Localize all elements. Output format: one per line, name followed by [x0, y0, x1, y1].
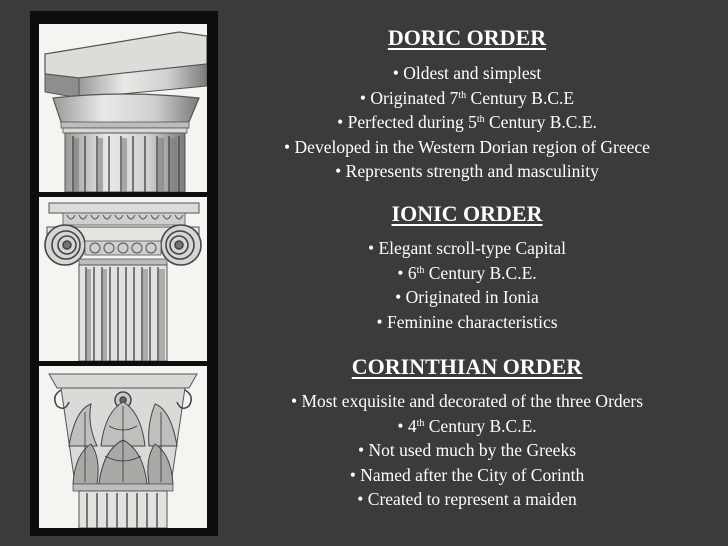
bullet-text: • 4	[397, 415, 417, 436]
doric-heading: DORIC ORDER	[387, 25, 547, 50]
bullet-item	[240, 463, 694, 488]
bullet-text: • Feminine characteristics	[376, 311, 558, 332]
bullet-item	[240, 159, 694, 184]
ionic-heading: IONIC ORDER	[391, 201, 543, 226]
bullet-item	[240, 86, 694, 111]
ordinal-suffix: th	[416, 417, 425, 429]
ordinal-suffix: th	[476, 114, 485, 125]
bullet-text: • Elegant scroll-type Capital	[367, 238, 567, 258]
bullet-item	[240, 310, 694, 335]
bullet-text: • 6	[397, 262, 417, 283]
bullet-text-continued: Century B.C.E.	[484, 112, 597, 132]
bullet-text: • Represents strength and masculinity	[335, 161, 599, 181]
ordinal-suffix: th	[416, 264, 425, 276]
doric-column-capital-icon	[39, 24, 207, 192]
ionic-column-capital-icon	[39, 197, 207, 361]
bullet-text: • Not used much by the Greeks	[357, 440, 577, 460]
bullet-item	[240, 236, 694, 261]
bullet-item	[240, 61, 694, 86]
bullet-text-continued: Century B.C.E.	[424, 262, 537, 283]
corinthian-column-capital-icon	[39, 366, 207, 528]
bullet-text-continued: Century B.C.E	[466, 87, 575, 108]
bullet-text: • Oldest and simplest	[392, 63, 542, 83]
bullet-text: • Originated 7	[359, 87, 459, 108]
doric-section	[240, 25, 694, 184]
text-content	[240, 0, 694, 546]
ordinal-suffix: th	[458, 89, 467, 101]
bullet-item	[240, 135, 694, 160]
bullet-item	[240, 389, 694, 414]
bullet-item	[240, 261, 694, 286]
corinthian-bullet-list	[240, 389, 694, 512]
bullet-item	[240, 414, 694, 439]
bullet-item	[240, 438, 694, 463]
bullet-item	[240, 487, 694, 512]
bullet-text: • Perfected during 5	[337, 112, 477, 132]
ionic-section	[240, 201, 694, 334]
ionic-bullet-list	[240, 236, 694, 334]
doric-bullet-list	[240, 61, 694, 184]
bullet-text: • Most exquisite and decorated of the three Orders	[290, 391, 644, 411]
corinthian-heading: CORINTHIAN ORDER	[351, 354, 583, 379]
bullet-text-continued: Century B.C.E.	[424, 415, 537, 436]
bullet-text: • Developed in the Western Dorian region of Greece	[284, 136, 650, 157]
bullet-text: • Created to represent a maiden	[357, 489, 577, 509]
bullet-item	[240, 285, 694, 310]
bullet-item	[240, 110, 694, 135]
column-image-strip	[30, 11, 218, 536]
bullet-text: • Named after the City of Corinth	[349, 464, 585, 485]
bullet-text: • Originated in Ionia	[395, 287, 539, 307]
corinthian-section	[240, 354, 694, 512]
